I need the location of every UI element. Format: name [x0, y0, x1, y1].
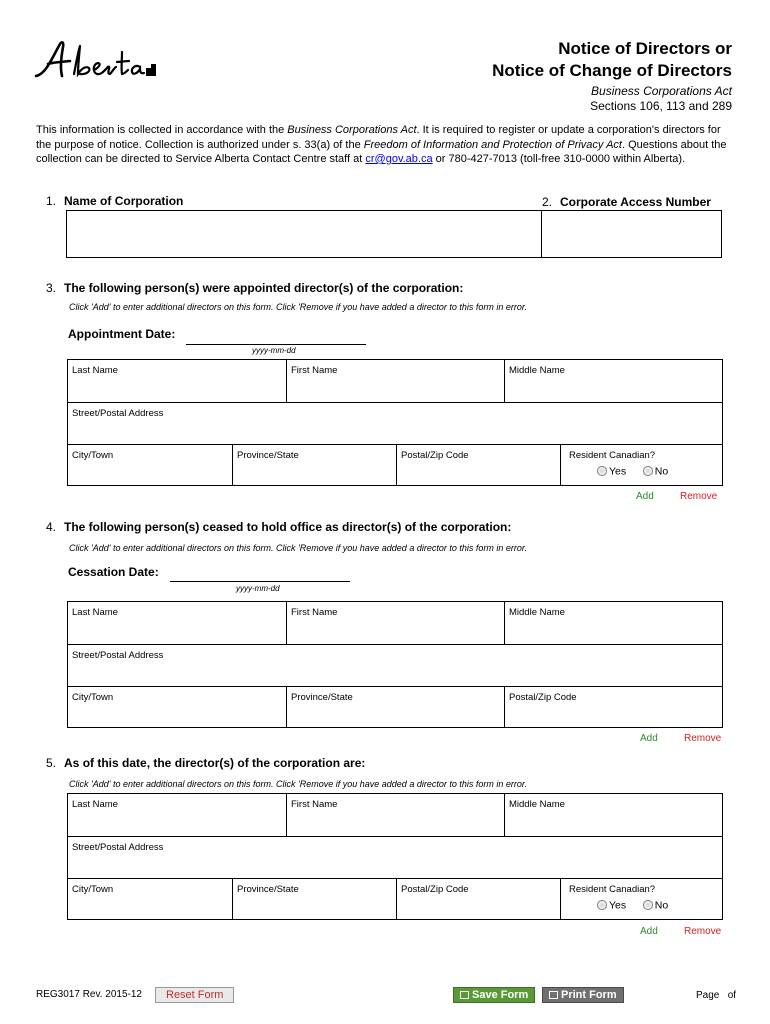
- appointed-director-table: [67, 359, 723, 486]
- appointment-date-input[interactable]: [186, 330, 366, 345]
- resident-yes-radio[interactable]: Yes: [597, 466, 626, 477]
- section-5-label: 5. As of this date, the director(s) of the corporation are:: [46, 756, 366, 770]
- remove-current-director-button[interactable]: Remove: [684, 926, 722, 937]
- form-code: REG3017 Rev. 2015-12: [36, 989, 142, 1000]
- appointment-date-label: Appointment Date:: [68, 327, 176, 341]
- printer-icon: [549, 991, 558, 999]
- middle-name-field[interactable]: Middle Name: [504, 794, 722, 836]
- add-ceased-director-button[interactable]: Add: [640, 733, 658, 744]
- reset-form-button[interactable]: Reset Form: [155, 987, 234, 1003]
- street-address-field[interactable]: Street/Postal Address: [68, 836, 722, 878]
- resident-yes-radio[interactable]: Yes: [597, 900, 626, 911]
- resident-canadian-cell: Resident Canadian? Yes No: [560, 444, 722, 485]
- province-field[interactable]: Province/State: [232, 444, 396, 485]
- add-current-director-button[interactable]: Add: [640, 926, 658, 937]
- print-form-button[interactable]: Print Form: [542, 987, 624, 1003]
- resident-canadian-cell: Resident Canadian? Yes No: [560, 878, 722, 919]
- appointment-date-format: yyyy-mm-dd: [252, 346, 296, 355]
- street-address-field[interactable]: Street/Postal Address: [68, 644, 722, 686]
- ceased-director-table: [67, 601, 723, 728]
- page-number: Page of: [696, 990, 737, 1001]
- cessation-date-format: yyyy-mm-dd: [236, 584, 280, 593]
- act-reference: Business Corporations Act Sections 106, 113 and 289: [590, 84, 732, 113]
- last-name-field[interactable]: Last Name: [72, 799, 118, 810]
- current-director-table: [67, 793, 723, 920]
- remove-appointed-director-button[interactable]: Remove: [680, 491, 718, 502]
- save-form-button[interactable]: Save Form: [453, 987, 535, 1003]
- section-3-label: 3. The following person(s) were appointed director(s) of the corporation:: [46, 281, 464, 295]
- postal-code-field[interactable]: Postal/Zip Code: [396, 444, 560, 485]
- postal-code-field[interactable]: Postal/Zip Code: [504, 686, 722, 727]
- street-address-field[interactable]: Street/Postal Address: [68, 402, 722, 444]
- section-4-hint: Click 'Add' to enter additional directors on this form. Click 'Remove if you have added a director to this form in error.: [69, 543, 528, 553]
- resident-no-radio[interactable]: No: [643, 466, 668, 477]
- city-field[interactable]: City/Town: [68, 444, 232, 485]
- save-icon: [460, 991, 469, 999]
- last-name-field[interactable]: Last Name: [72, 365, 118, 376]
- cessation-date-label: Cessation Date:: [68, 565, 159, 579]
- contact-email-link[interactable]: cr@gov.ab.ca: [365, 153, 433, 165]
- first-name-field[interactable]: First Name: [286, 360, 504, 402]
- first-name-field[interactable]: First Name: [286, 602, 504, 644]
- last-name-field[interactable]: Last Name: [72, 607, 118, 618]
- add-appointed-director-button[interactable]: Add: [636, 491, 654, 502]
- cessation-date-input[interactable]: [170, 568, 350, 582]
- city-field[interactable]: City/Town: [68, 686, 286, 727]
- corporate-access-number-input[interactable]: [541, 211, 722, 257]
- province-field[interactable]: Province/State: [286, 686, 504, 727]
- section-4-label: 4. The following person(s) ceased to hold office as director(s) of the corporation:: [46, 520, 512, 534]
- alberta-logo: [34, 38, 166, 82]
- middle-name-field[interactable]: Middle Name: [504, 360, 722, 402]
- corporation-name-input[interactable]: [67, 211, 541, 257]
- first-name-field[interactable]: First Name: [286, 794, 504, 836]
- section-5-hint: Click 'Add' to enter additional directors on this form. Click 'Remove if you have added a director to this form in error.: [69, 779, 528, 789]
- province-field[interactable]: Province/State: [232, 878, 396, 919]
- city-field[interactable]: City/Town: [68, 878, 232, 919]
- section-2-label: 2. Corporate Access Number: [542, 195, 711, 209]
- section-1-label: 1. Name of Corporation: [46, 194, 184, 208]
- corporation-info-box: [66, 210, 722, 258]
- collection-notice: This information is collected in accordance with the Business Corporations Act. It is required to register or update a corporation's directors for the purpose of notice. Collection is authorized under s. 33(a) of the Freedom of Information and Protection of Privacy Act. Questions about the collection can be directed to Service Alberta Contact Centre staff at cr@gov.ab.ca or 780-427-7013 (toll-free 310-0000 within Alberta).: [36, 124, 727, 165]
- form-title: Notice of Directors or Notice of Change of Directors: [492, 39, 732, 80]
- middle-name-field[interactable]: Middle Name: [504, 602, 722, 644]
- remove-ceased-director-button[interactable]: Remove: [684, 733, 722, 744]
- section-3-hint: Click 'Add' to enter additional directors on this form. Click 'Remove if you have added a director to this form in error.: [69, 302, 528, 312]
- postal-code-field[interactable]: Postal/Zip Code: [396, 878, 560, 919]
- resident-no-radio[interactable]: No: [643, 900, 668, 911]
